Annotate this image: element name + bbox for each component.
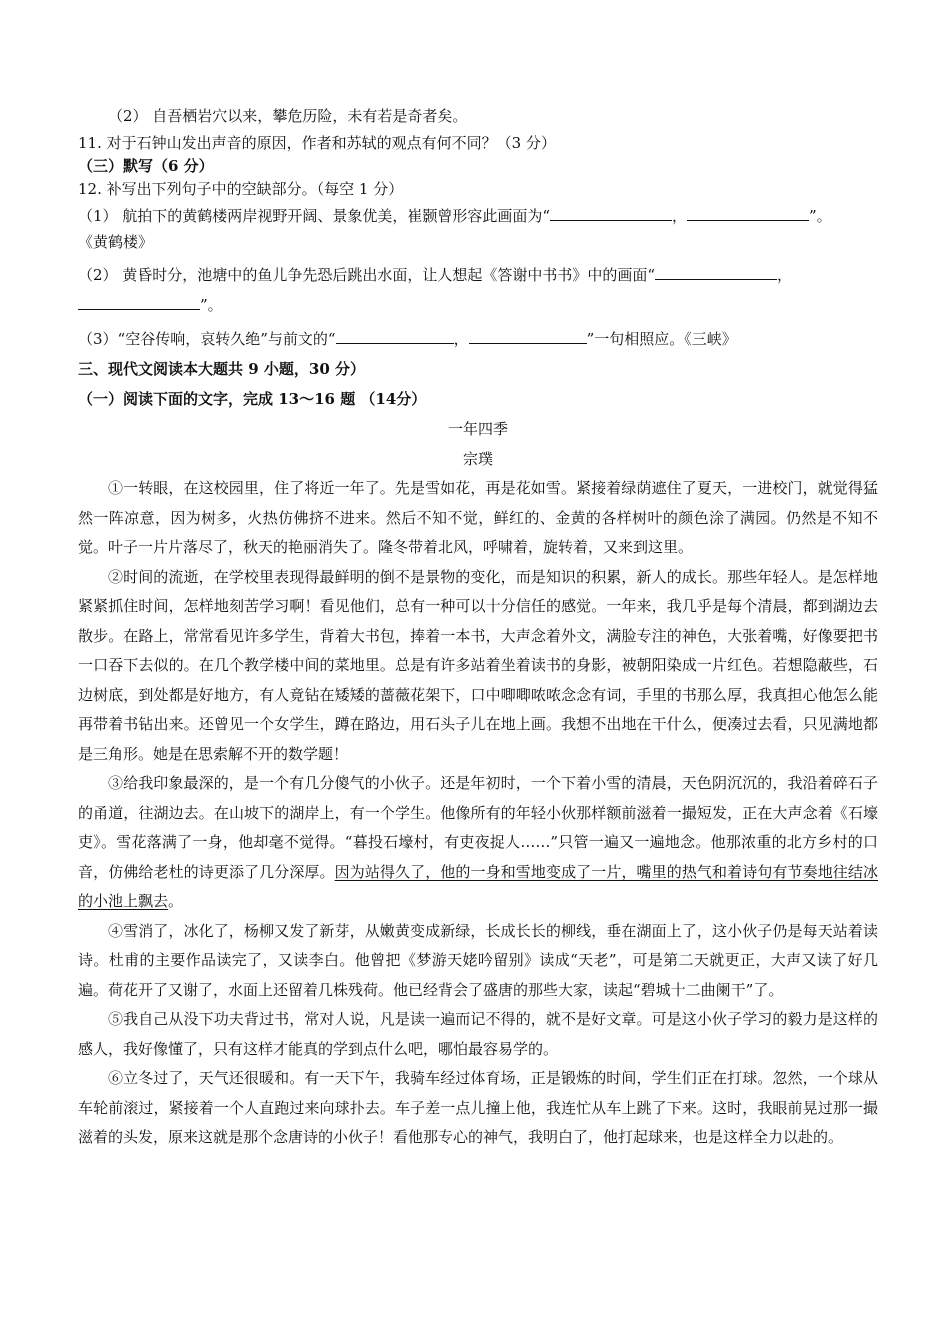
paragraph-3-text: ③给我印象最深的，是一个有几分傻气的小伙子。还是年初时，一个下着小雪的清晨，天色阴沉沉的，我沿着碎石子的甬道，往湖边去。在山坡下的湖岸上，有一个学生。他像所有的年轻小伙那样额前滋着一撮短发，正在大声念着《石壕吏》。雪花落满了一身，他却毫不觉得。“暮投石壕村，有吏夜捉人……”只管一遍又一遍地念。他那浓重的北方乡村的口音，仿佛给老杜的诗更添了几分深厚。 <box>78 774 878 881</box>
sub3-end: ”一句相照应。《三峡》 <box>586 330 737 348</box>
paragraph-1: ①一转眼，在这校园里，住了将近一年了。先是雪如花，再是花如雪。紧接着绿荫遮住了夏天，一进校门，就觉得猛然一阵凉意，因为树多，火热仿佛挤不进来。然后不知不觉，鲜红的、金黄的各样树叶的颜色涂了满园。仍然是不知不觉。叶子一片片落尽了，秋天的艳丽消失了。隆冬带着北风，呼啸着，旋转着，又来到这里。 <box>78 479 878 556</box>
section-modern-heading: 三、现代文阅读本大题共 9 小题，30 分） <box>78 360 365 378</box>
paragraph-3 <box>78 769 878 917</box>
sub1-source: 《黄鹤楼》 <box>78 233 154 251</box>
sub2-end: ”。 <box>200 296 223 314</box>
question-12-sub3 <box>78 324 878 354</box>
question-12-sub2-cont <box>78 290 878 320</box>
paragraph-6: ⑥立冬过了，天气还很暖和。有一天下午，我骑车经过体育场，正是锻炼的时间，学生们正在打球。忽然，一个球从车轮前滚过，紧接着一个人直跑过来向球扑去。车子差一点儿撞上他，我连忙从车上跳了下来。这时，我眼前晃过那一撮滋着的头发，原来这就是那个念唐诗的小伙子！看他那专心的神气，我明白了，他打起球来，也是这样全力以赴的。 <box>78 1069 878 1146</box>
article-author: 宗璞 <box>462 450 493 468</box>
paragraph-2: ②时间的流逝，在学校里表现得最鲜明的倒不是景物的变化，而是知识的积累，新人的成长。那些年轻人。是怎样地紧紧抓住时间，怎样地刻苦学习啊！看见他们，总有一种可以十分信任的感觉。一年来，我几乎是每个清晨，都到湖边去散步。在路上，常常看见许多学生，背着大书包，捧着一本书，大声念着外文，满脸专注的神色，大张着嘴，好像要把书一口吞下去似的。在几个教学楼中间的菜地里。总是有许多站着坐着读书的身影，被朝阳染成一片红色。若想隐蔽些，石边树底，到处都是好地方，有人竟钻在矮矮的蔷薇花架下，口中唧唧哝哝念念有词，手里的书那么厚，我真担心他怎么能再带着书钻出来。还曾见一个女学生，蹲在路边，用石头子儿在地上画。我想不出地在干什么，便凑过去看，只见满地都是三角形。她是在思索解不开的数学题！ <box>78 567 878 763</box>
section-modern-subheading: （一）阅读下面的文字，完成 13～16 题 （14分） <box>78 390 427 408</box>
paragraph-3-end: 。 <box>168 892 184 910</box>
exam-page <box>78 105 878 1153</box>
question-11: 11. 对于石钟山发出声音的原因，作者和苏轼的观点有何不同？（3 分） <box>78 134 556 152</box>
underlined-sentence: 因为站得久了，他的一身和雪地变成了一片，嘴里的热气和着诗句有节奏地往结冰的小池上飘去 <box>78 862 878 910</box>
section-dictation-heading: （三）默写（6 分） <box>78 157 214 175</box>
paragraph-4: ④雪消了，冰化了，杨柳又发了新芽，从嫩黄变成新绿，长成长长的柳线，垂在湖面上了，这小伙子仍是每天站着读诗。杜甫的主要作品读完了，又读李白。他曾把《梦游天姥吟留别》读成“天老”，可是第二天就更正，大声又读了好几遍。荷花开了又谢了，水面上还留着几株残荷。他已经背会了盛唐的那些大家，读起“碧城十二曲阑干”了。 <box>78 921 878 999</box>
answer-blank[interactable] <box>336 329 454 344</box>
sub3-text: （3）“空谷传响，哀转久绝”与前文的“ <box>78 330 336 348</box>
sub3-comma: ， <box>453 330 469 348</box>
question-12-sub2 <box>78 260 878 290</box>
item-2-text: （2） 自吾栖岩穴以来，攀危历险，未有若是奇者矣。 <box>108 107 468 125</box>
article-title: 一年四季 <box>447 420 508 438</box>
sub2-text: （2） 黄昏时分，池塘中的鱼儿争先恐后跳出水面，让人想起《答谢中书书》中的画面“ <box>78 266 655 284</box>
sub1-end: ”。 <box>809 207 832 225</box>
answer-blank[interactable] <box>687 206 809 221</box>
question-12-sub1 <box>78 201 878 231</box>
answer-blank[interactable] <box>550 206 672 221</box>
paragraph-5: ⑤我自己从没下功夫背过书，常对人说，凡是读一遍而记不得的，就不是好文章。可是这小伙子学习的毅力是这样的感人，我好像懂了，只有这样才能真的学到点什么吧，哪怕最容易学的。 <box>78 1010 878 1058</box>
sub1-comma: ， <box>671 207 687 225</box>
question-12: 12. 补写出下列句子中的空缺部分。（每空 1 分） <box>78 180 404 198</box>
sub1-text: （1） 航拍下的黄鹤楼两岸视野开阔、景象优美，崔颢曾形容此画面为“ <box>78 207 550 225</box>
answer-blank[interactable] <box>655 265 777 280</box>
sub2-comma: ， <box>776 266 792 284</box>
answer-blank[interactable] <box>78 295 200 310</box>
answer-blank[interactable] <box>469 329 587 344</box>
